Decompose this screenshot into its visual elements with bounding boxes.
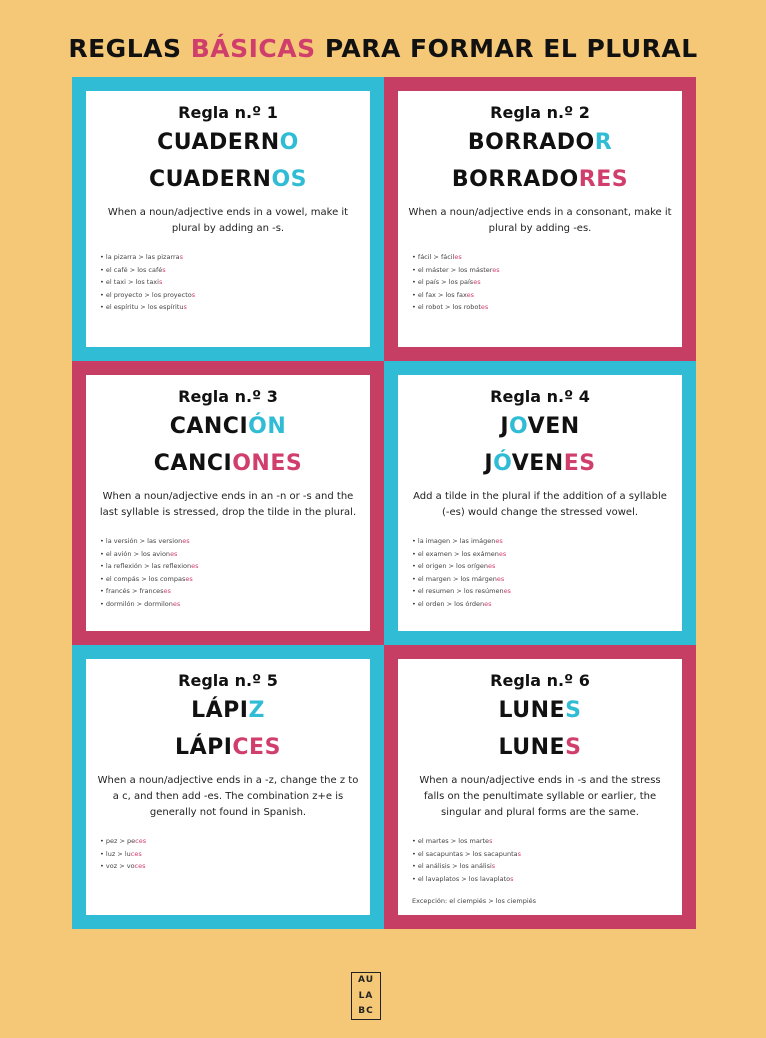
rule-label: Regla n.º 1 bbox=[178, 103, 278, 122]
list-item: • el café > los cafés bbox=[100, 264, 370, 277]
list-item: • pez > peces bbox=[100, 835, 370, 848]
example-list bbox=[100, 835, 370, 873]
rule-description: When a noun/adjective ends in -s and the stress falls on the penultimate syllable or earlier, the singular and plural forms are the same. bbox=[419, 775, 661, 818]
list-item: • la reflexión > las reflexiones bbox=[100, 560, 370, 573]
plural-word: BORRADORES bbox=[451, 167, 629, 192]
list-item: • la versión > las versiones bbox=[100, 535, 370, 548]
list-item: • francés > franceses bbox=[100, 585, 370, 598]
singular-word: CUADERNO bbox=[157, 130, 299, 155]
singular-word: BORRADOR bbox=[467, 130, 613, 155]
list-item: • el análisis > los análisis bbox=[412, 860, 682, 873]
rule-label: Regla n.º 6 bbox=[490, 671, 590, 690]
rule-description: When a noun/adjective ends in a vowel, make it plural by adding an -s. bbox=[107, 207, 349, 234]
list-item: • el compás > los compases bbox=[100, 573, 370, 586]
rule-description: When a noun/adjective ends in a consonant, make it plural by adding -es. bbox=[408, 207, 672, 234]
list-item: • el avión > los aviones bbox=[100, 548, 370, 561]
list-item: • el taxi > los taxis bbox=[100, 276, 370, 289]
example-list bbox=[412, 835, 682, 885]
rule-card-5 bbox=[72, 645, 384, 929]
list-item: • el espíritu > los espíritus bbox=[100, 301, 370, 314]
list-item: • el martes > los martes bbox=[412, 835, 682, 848]
exception-note: Excepción: el ciempiés > los ciempiés bbox=[412, 897, 537, 905]
list-item: • el robot > los robotes bbox=[412, 301, 682, 314]
list-item: • el resumen > los resúmenes bbox=[412, 585, 682, 598]
plural-word: LUNES bbox=[498, 735, 582, 760]
list-item: • luz > luces bbox=[100, 848, 370, 861]
rule-card-2 bbox=[384, 77, 696, 361]
singular-word: JOVEN bbox=[500, 414, 580, 439]
example-list bbox=[100, 535, 370, 610]
list-item: • el país > los países bbox=[412, 276, 682, 289]
plural-word: CUADERNOS bbox=[148, 167, 308, 192]
rule-label: Regla n.º 3 bbox=[178, 387, 278, 406]
list-item: • el máster > los másteres bbox=[412, 264, 682, 277]
example-list bbox=[412, 251, 682, 314]
rule-card-6 bbox=[384, 645, 696, 929]
example-list bbox=[100, 251, 370, 314]
rule-card-1 bbox=[72, 77, 384, 361]
list-item: • el orden > los órdenes bbox=[412, 598, 682, 611]
list-item: • el origen > los orígenes bbox=[412, 560, 682, 573]
rule-card-4 bbox=[384, 361, 696, 645]
list-item: • dormilón > dormilones bbox=[100, 598, 370, 611]
plural-word: JÓVENES bbox=[484, 451, 596, 476]
aulabc-logo: AU LA BC bbox=[351, 972, 381, 1020]
list-item: • la imagen > las imágenes bbox=[412, 535, 682, 548]
list-item: • la pizarra > las pizarras bbox=[100, 251, 370, 264]
list-item: • fácil > fáciles bbox=[412, 251, 682, 264]
rule-label: Regla n.º 2 bbox=[490, 103, 590, 122]
rule-description: When a noun/adjective ends in a -z, change the z to a c, and then add -es. The combination z+e is generally not found in Spanish. bbox=[97, 775, 359, 818]
singular-word: LUNES bbox=[498, 698, 582, 723]
list-item: • voz > voces bbox=[100, 860, 370, 873]
rule-card-3 bbox=[72, 361, 384, 645]
rules-grid bbox=[72, 77, 696, 930]
page-title: REGLAS BÁSICAS PARA FORMAR EL PLURAL bbox=[68, 34, 698, 63]
list-item: • el examen > los exámenes bbox=[412, 548, 682, 561]
example-list bbox=[412, 535, 682, 610]
list-item: • el proyecto > los proyectos bbox=[100, 289, 370, 302]
rule-description: When a noun/adjective ends in an -n or -s and the last syllable is stressed, drop the tilde in the plural. bbox=[99, 491, 357, 518]
plural-word: CANCIONES bbox=[153, 451, 303, 476]
rule-label: Regla n.º 5 bbox=[178, 671, 278, 690]
singular-word: LÁPIZ bbox=[191, 698, 265, 723]
list-item: • el lavaplatos > los lavaplatos bbox=[412, 873, 682, 886]
list-item: • el fax > los faxes bbox=[412, 289, 682, 302]
rule-description: Add a tilde in the plural if the addition of a syllable (-es) would change the stressed vowel. bbox=[413, 491, 667, 518]
rule-label: Regla n.º 4 bbox=[490, 387, 590, 406]
plural-word: LÁPICES bbox=[175, 735, 281, 760]
list-item: • el margen > los márgenes bbox=[412, 573, 682, 586]
list-item: • el sacapuntas > los sacapuntas bbox=[412, 848, 682, 861]
singular-word: CANCIÓN bbox=[169, 414, 287, 439]
